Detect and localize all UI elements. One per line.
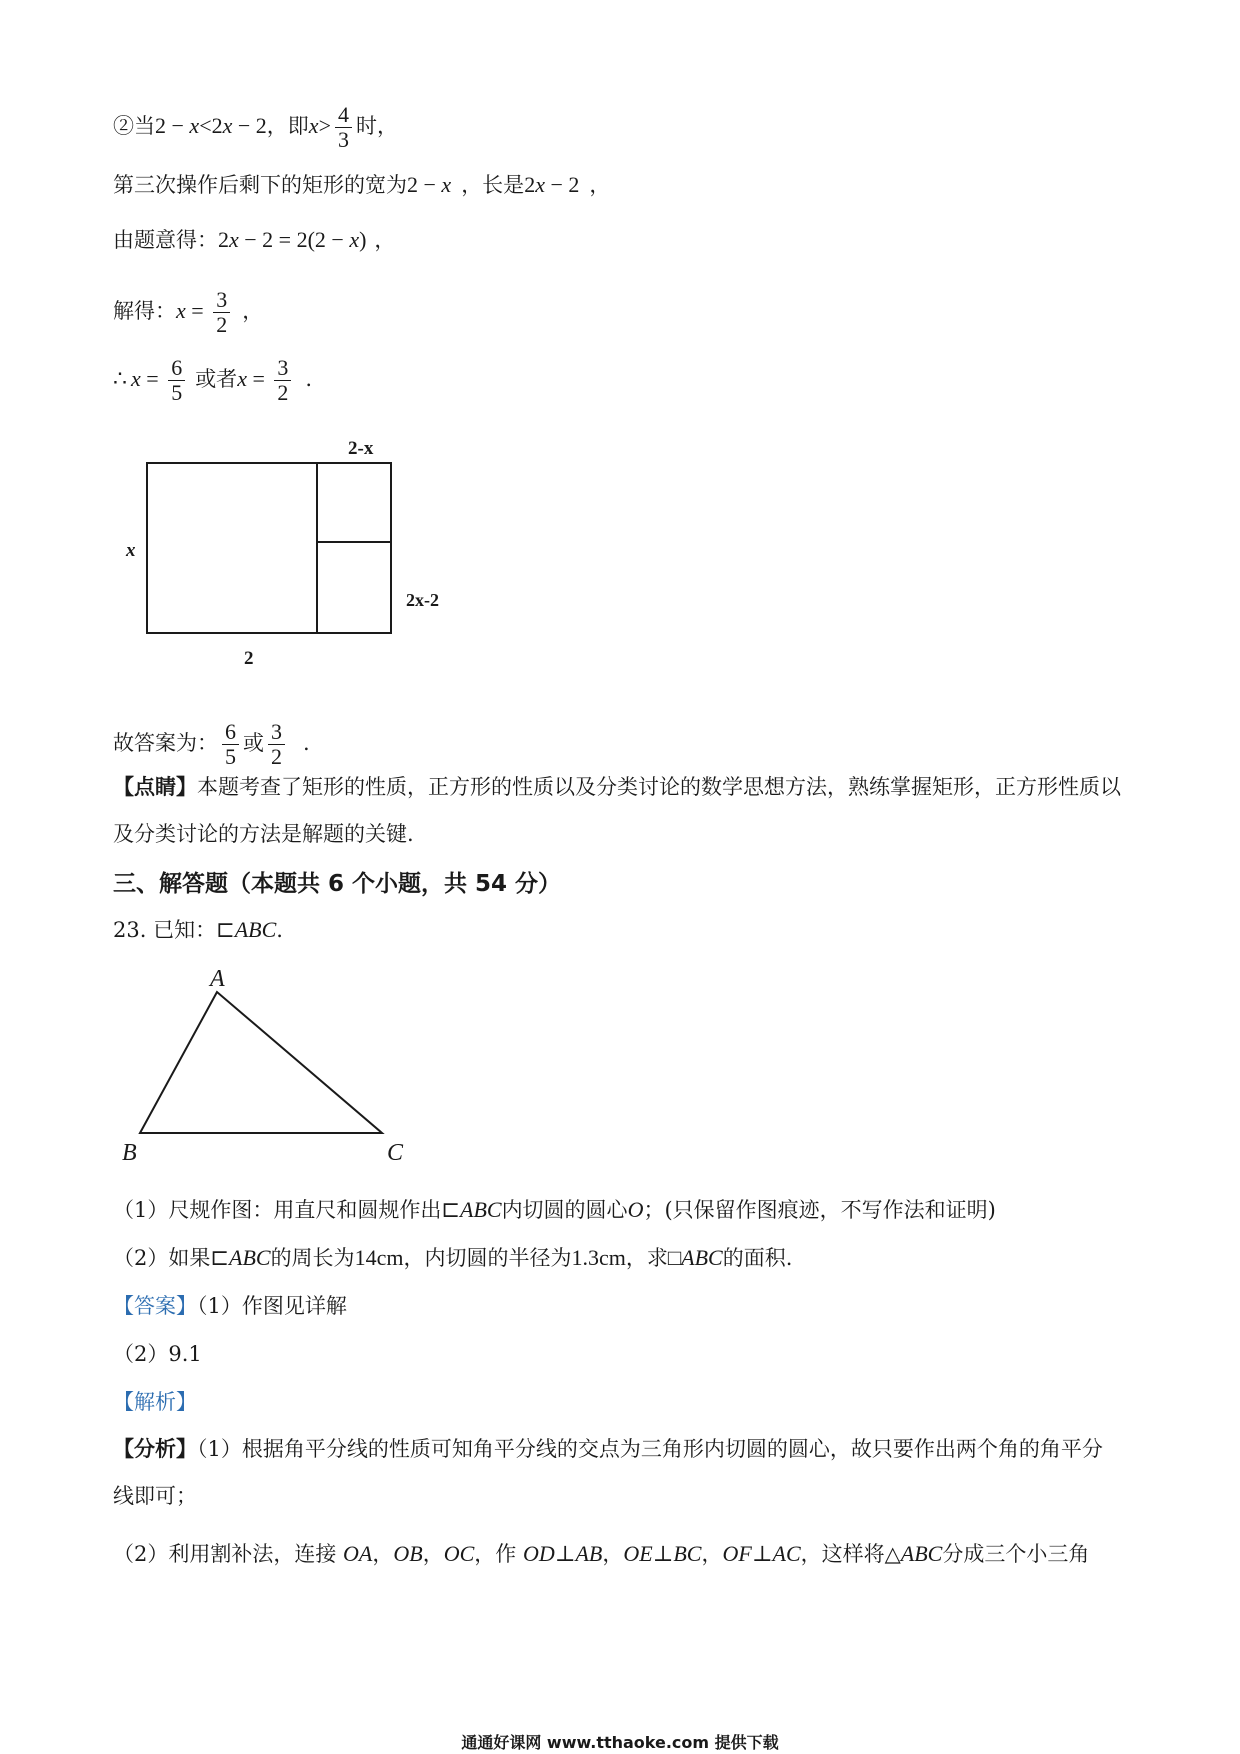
- fraction-six-fifths: [168, 356, 185, 405]
- analysis-part1: （1）根据角平分线的性质可知角平分线的交点为三角形内切圆的圆心，故只要作出两个角的角平分线即可；: [113, 1437, 1103, 1508]
- eq-b: − 2 = 2(2 −: [238, 227, 350, 252]
- var-x: x: [229, 227, 239, 252]
- eq-sign: =: [140, 366, 165, 391]
- eq-sign: =: [185, 298, 210, 323]
- or-text: 或: [243, 731, 264, 755]
- line3-text-a: 由题意得：: [113, 228, 218, 252]
- var-x: x: [237, 366, 247, 391]
- gt-sign: >: [318, 113, 331, 138]
- fraction-three-halves: [268, 720, 285, 769]
- sep: ，: [701, 1542, 723, 1566]
- part2-make: ，作: [474, 1542, 523, 1566]
- eq-sign: =: [246, 366, 271, 391]
- frac-den: 2: [216, 312, 228, 337]
- triangle-symbol: ⊏: [441, 1197, 460, 1222]
- segment-oc: OC: [443, 1541, 475, 1566]
- var-x: x: [131, 366, 141, 391]
- comment-paragraph: [113, 763, 1123, 858]
- frac-num: 6: [222, 720, 239, 745]
- case2-mid: ，即: [266, 114, 309, 138]
- question-23: [113, 916, 283, 944]
- line2-text-a: 第三次操作后剩下的矩形的宽为: [113, 173, 407, 197]
- label-right: 2x-2: [406, 590, 439, 610]
- frac-den: 2: [277, 380, 289, 405]
- analysis-part2-line: [113, 1540, 1089, 1568]
- eq-a: 2: [218, 227, 229, 252]
- case2-cond-rhs-b: − 2: [232, 113, 267, 138]
- segment-oa: OA: [343, 1541, 373, 1566]
- vertex-c-label: C: [387, 1140, 404, 1166]
- case2-cond-lhs: 2 −: [155, 113, 190, 138]
- triangle-figure: [110, 965, 430, 1165]
- frac-num: 3: [274, 356, 291, 381]
- frac-den: 5: [225, 744, 236, 769]
- segment-od: OD: [522, 1541, 555, 1566]
- or-text: 或者: [195, 367, 238, 391]
- q23-number: 23. 已知：: [113, 918, 217, 942]
- label-top: 2-x: [348, 438, 374, 459]
- frac-num: 3: [268, 720, 285, 745]
- case2-suffix: 时，: [355, 114, 398, 138]
- answer-line-2: （2）9.1: [113, 1342, 202, 1366]
- period: .: [305, 367, 313, 391]
- answer-line-1: [113, 1292, 347, 1320]
- period: .: [303, 731, 310, 755]
- line-equation: [113, 226, 395, 254]
- frac-den: 2: [271, 744, 282, 769]
- segment-ob: OB: [393, 1541, 423, 1566]
- var-x: x: [349, 227, 360, 252]
- part2-text-d: ，求: [625, 1246, 668, 1270]
- page-footer: 通通好课网 www.tthaoke.com 提供下载: [461, 1733, 779, 1752]
- comment-text: 本题考查了矩形的性质，正方形的性质以及分类讨论的数学思想方法，熟练掌握矩形，正方形性质以及分类讨论的方法是解题的关键.: [113, 775, 1121, 846]
- part2-text-a: （2）如果: [113, 1246, 211, 1270]
- label-bottom: 2: [244, 648, 254, 669]
- lt-sign: <: [199, 113, 212, 138]
- perp-symbol: ⊥: [554, 1541, 576, 1566]
- var-x: x: [441, 172, 452, 197]
- line-conclusion: [113, 356, 312, 405]
- len-expr-b: − 2: [544, 172, 580, 197]
- segment-ab: AB: [575, 1541, 603, 1566]
- fraction-three-halves: [213, 288, 230, 337]
- abc-label: ABC: [229, 1245, 271, 1270]
- triangle-symbol: ⊏: [210, 1245, 229, 1270]
- analysis-tag: 【解析】: [113, 1390, 197, 1414]
- center-o-label: O: [627, 1197, 644, 1222]
- line2-text-b: ，长是: [461, 173, 525, 197]
- part2-text-c: ，内切圆的半径为: [403, 1246, 572, 1270]
- var-x: x: [176, 298, 186, 323]
- final-answer-line: [113, 720, 310, 769]
- case2-prefix: ②当: [113, 114, 155, 138]
- len-expr-a: 2: [524, 172, 536, 197]
- frac-num: 3: [213, 288, 230, 313]
- perp-symbol: ⊥: [751, 1541, 773, 1566]
- sep: ，: [372, 1542, 394, 1566]
- frac-num: 4: [335, 103, 352, 128]
- line4-text-b: ，: [242, 299, 264, 323]
- rectangle-figure: [110, 430, 439, 669]
- frac-den: 3: [337, 127, 349, 152]
- line-width-length: [113, 171, 610, 199]
- case2-line: [113, 103, 398, 152]
- q23-part2: [113, 1244, 792, 1272]
- eq-c: ): [359, 227, 367, 252]
- triangle-symbol: □: [667, 1245, 682, 1270]
- outer-rectangle: [147, 463, 391, 633]
- line-solution: [113, 288, 263, 337]
- answer-tag: 【答案】: [113, 1294, 197, 1318]
- segment-oe: OE: [623, 1541, 653, 1566]
- fraction-six-fifths: [222, 720, 239, 769]
- part1-text-c: ；(只保留作图痕迹，不写作法和证明): [643, 1198, 996, 1222]
- triangle-symbol: ⊏: [216, 917, 235, 942]
- var-x: x: [535, 172, 545, 197]
- vertex-a-label: A: [210, 966, 225, 992]
- part2-text-b: 的周长为: [270, 1246, 355, 1270]
- vertex-b-label: B: [122, 1140, 137, 1166]
- abc-label: ABC: [681, 1245, 723, 1270]
- part2-intro: （2）利用割补法，连接: [113, 1542, 344, 1566]
- abc-label: ABC: [234, 917, 277, 942]
- analysis-subtag: 【分析】: [113, 1436, 197, 1461]
- line4-text-a: 解得：: [113, 299, 176, 323]
- comment-tag: 【点睛】: [113, 774, 197, 799]
- perp-symbol: ⊥: [652, 1541, 674, 1566]
- unit-cm: cm: [598, 1245, 626, 1270]
- line2-text-c: ，: [589, 173, 611, 197]
- case2-cond-rhs-a: 2: [211, 113, 223, 138]
- sep: ，: [422, 1542, 444, 1566]
- frac-num: 6: [168, 356, 185, 381]
- line3-text-b: ，: [374, 228, 396, 252]
- unit-cm: cm: [376, 1245, 404, 1270]
- segment-ac: AC: [772, 1541, 801, 1566]
- abc-label: ABC: [460, 1197, 502, 1222]
- fraction-three-halves: [274, 356, 291, 405]
- var-x: x: [308, 113, 319, 138]
- period: .: [276, 918, 283, 942]
- var-x: x: [189, 113, 200, 138]
- abc-label: ABC: [900, 1541, 943, 1566]
- analysis-paragraph: [113, 1425, 1123, 1520]
- therefore-symbol: ∴: [113, 366, 127, 391]
- part2-text-e: 的面积.: [722, 1246, 793, 1270]
- triangle-abc: [140, 992, 382, 1133]
- answer-part1: （1）作图见详解: [197, 1294, 347, 1318]
- part1-text-b: 内切圆的圆心: [501, 1198, 628, 1222]
- sep: ，: [602, 1542, 624, 1566]
- answer-text: 故答案为：: [113, 731, 218, 755]
- label-left: x: [126, 540, 136, 561]
- perimeter-value: 14: [354, 1245, 377, 1270]
- segment-bc: BC: [673, 1541, 702, 1566]
- part2-split: ，这样将△: [800, 1542, 901, 1566]
- segment-of: OF: [722, 1541, 752, 1566]
- part1-text-a: （1）尺规作图：用直尺和圆规作出: [113, 1198, 442, 1222]
- fraction-four-thirds: [335, 103, 352, 152]
- section-heading: 三、解答题（本题共 6 个小题，共 54 分）: [113, 871, 562, 897]
- var-x: x: [222, 113, 233, 138]
- frac-den: 5: [171, 380, 183, 405]
- part2-tail: 分成三个小三角: [942, 1542, 1090, 1566]
- radius-value: 1.3: [571, 1245, 599, 1270]
- q23-part1: [113, 1196, 996, 1224]
- width-expr-a: 2 −: [407, 172, 442, 197]
